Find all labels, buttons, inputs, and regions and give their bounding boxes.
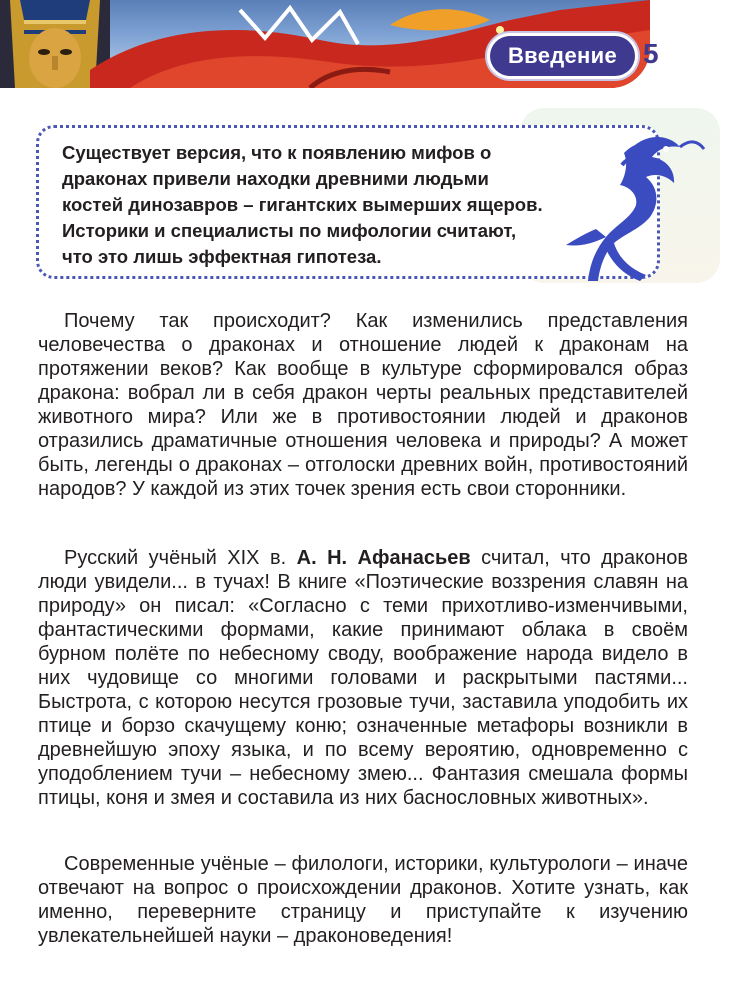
author-name: А. Н. Афанасьев — [296, 547, 471, 569]
paragraph-3 — [38, 852, 688, 948]
paragraph-2-intro: Русский учёный XIX в. — [64, 547, 287, 569]
paragraph-3-text: Современные учёные – филологи, историки, культурологи – иначе отвечают на вопрос о происхождении драконов. Хотите узнать, как именно, переверните страницу и приступайте к изучению увлекательнейшей науки – драконоведения! — [38, 853, 688, 947]
page-number: 5 — [643, 38, 659, 69]
callout-text: Существует версия, что к появлению мифов о драконах привели находки древними людьми костей динозавров – гигантских вымерших ящеров. Историки и специалисты по мифологии считают, что это лишь эффектная гипотеза. — [62, 142, 543, 267]
section-title-badge — [490, 36, 635, 76]
paragraph-1-text: Почему так происходит? Как изменились представления человечества о драконах и отношение людей к драконам на протяжении веков? Как вообще в культуре сформировался образ дракона: вобрал ли в себя дракон черты реальных представителей животного мира? Или же в противостоянии людей и драконов отразились драматичные отношения человека и природы? А может быть, легенды о драконах – отголоски древних войн, противостояний народов? У каждой из этих точек зрения есть свои сторонники. — [38, 310, 688, 500]
paragraph-1 — [38, 309, 688, 501]
blue-dragon-icon — [540, 125, 710, 285]
paragraph-2-text: считал, что драконов люди увидели... в тучах! В книге «Поэтические воззрения славян на природу» он писал: «Согласно с теми прихотливо-изменчивыми, фантастическими формами, какие принимают облака в своём бурном полёте по небесному своду, воображение народа видело в них чудовище со многими головами и раскрытыми пастями... Быстрота, с которою несутся грозовые тучи, заставила уподобить их птице и борзо скачущему коню; означенные метафоры возникли в древнейшую эпоху языка, и по всему вероятию, одновременно с уподоблением тучи – небесному змею... Фантазия смешала формы птицы, коня и змея и составила из них баснословных животных». — [38, 547, 688, 809]
paragraph-2 — [38, 546, 688, 810]
section-title: Введение — [507, 43, 617, 68]
